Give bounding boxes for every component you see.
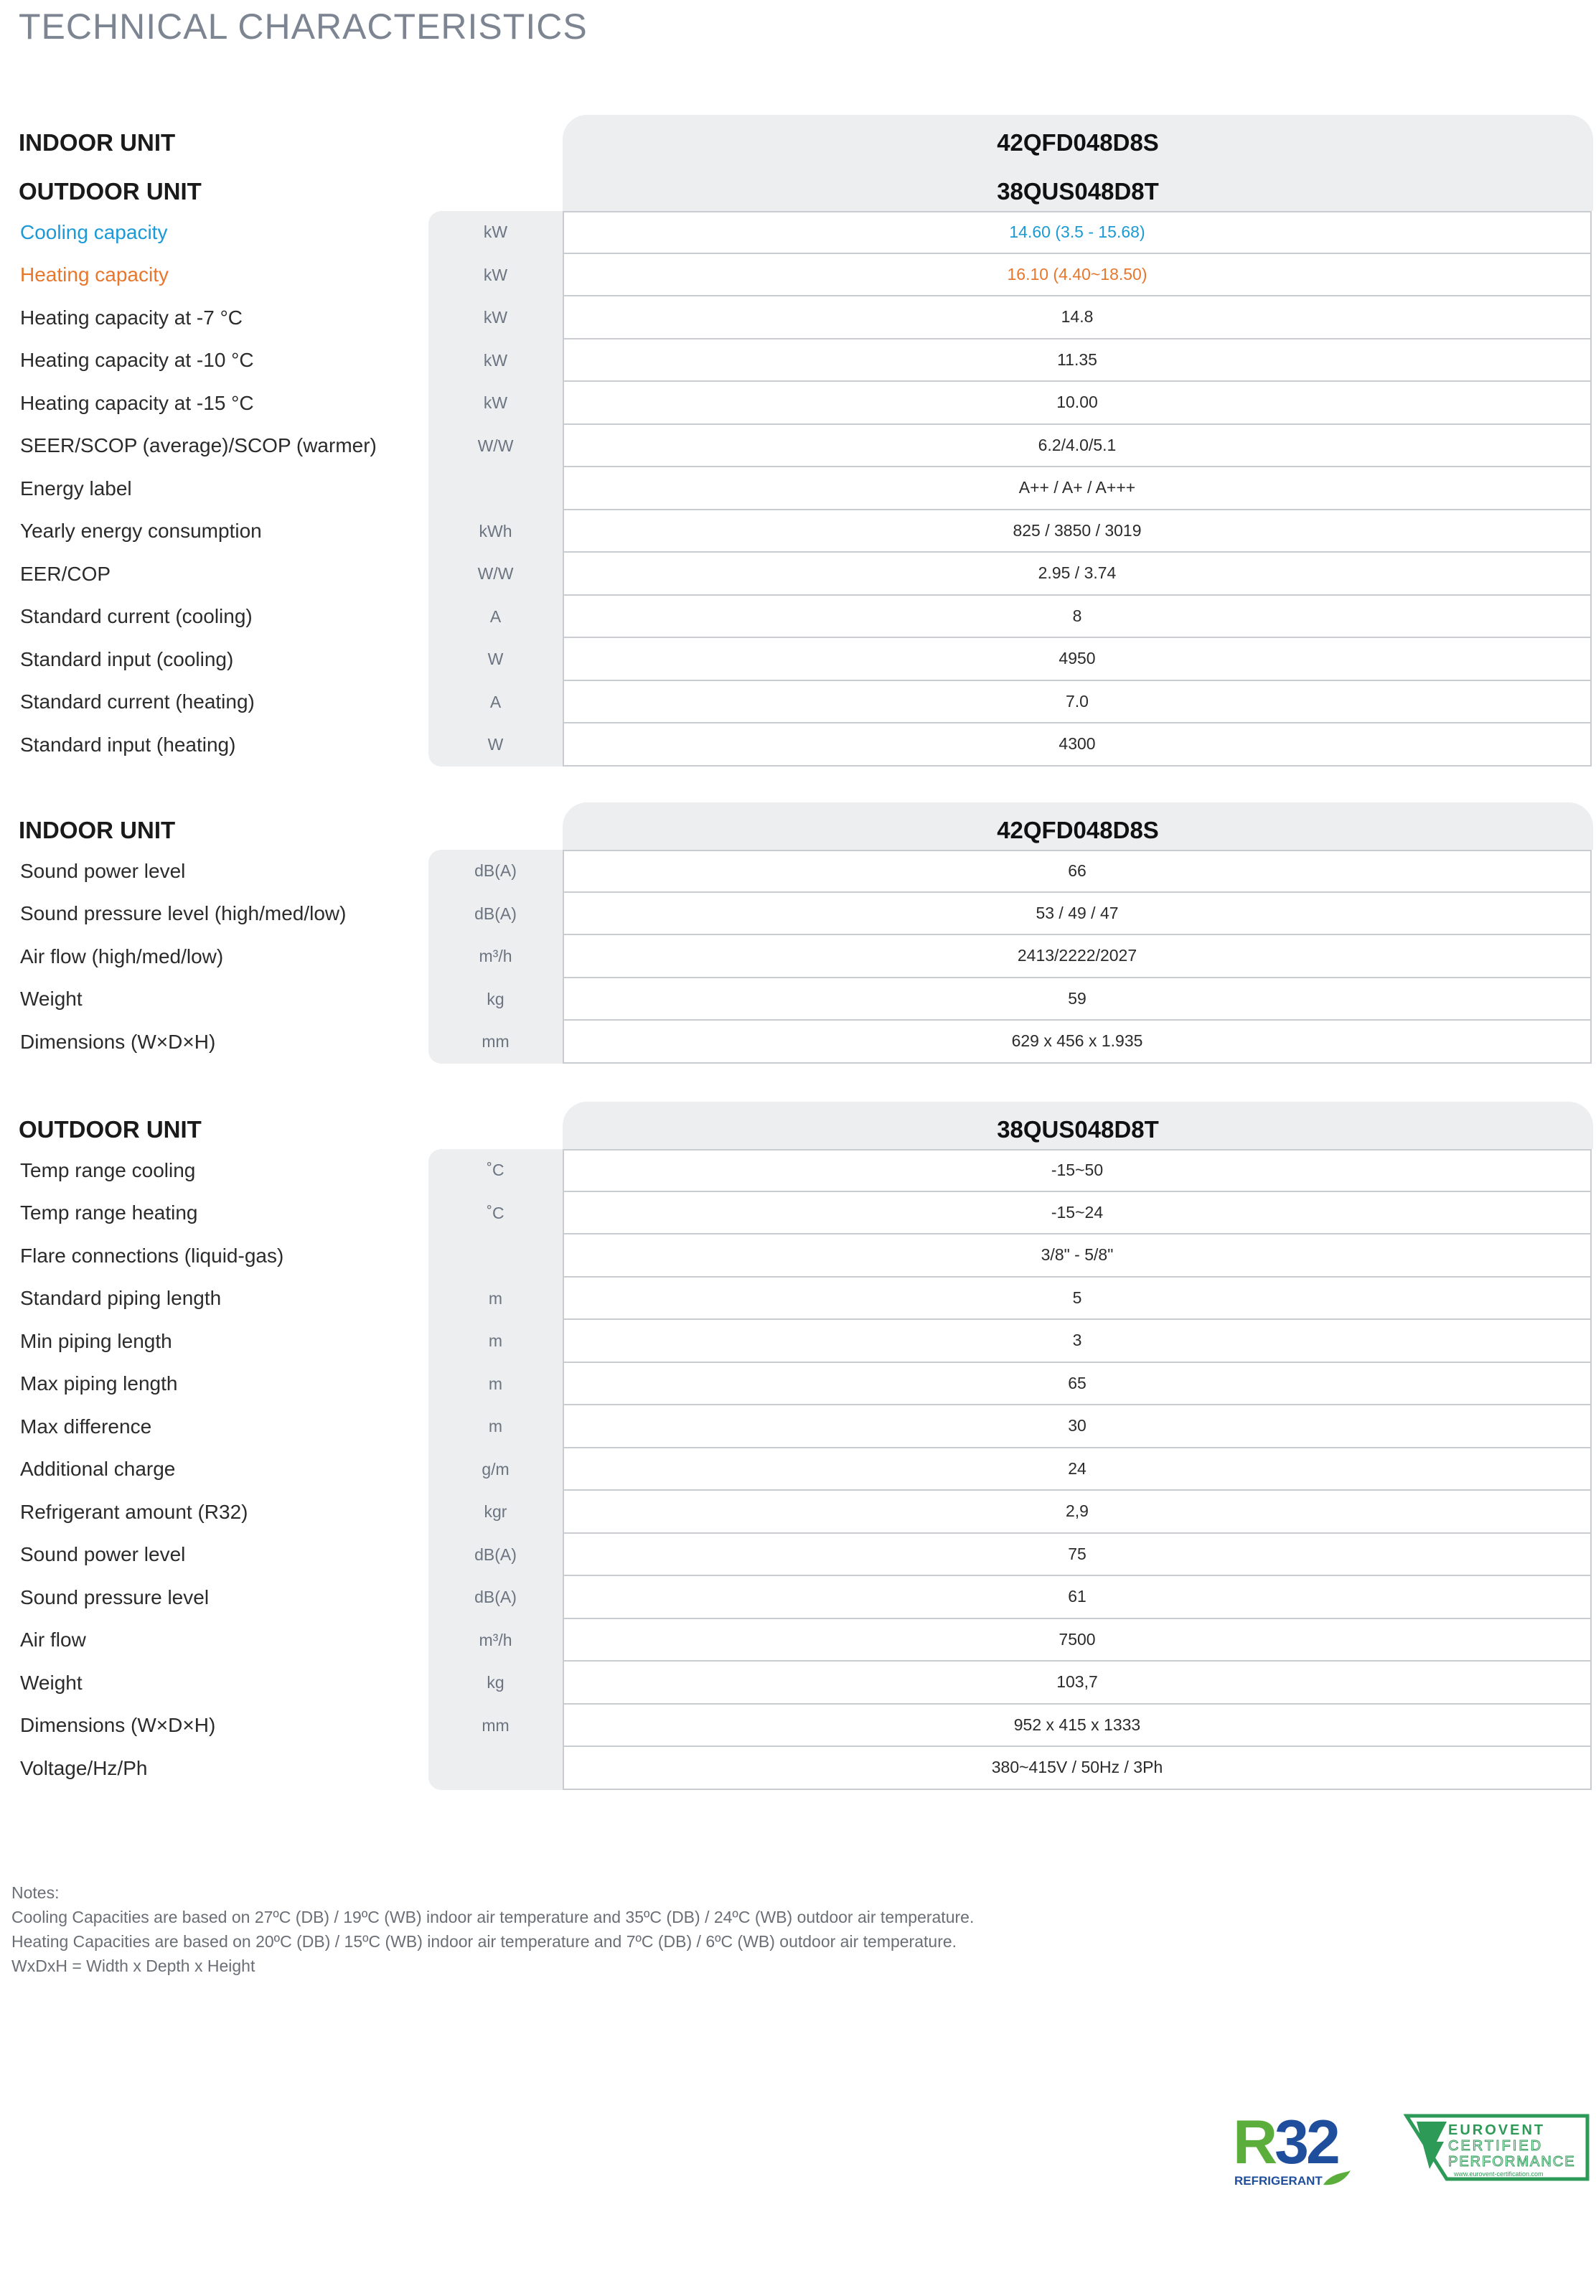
- table-row: [0, 296, 1596, 339]
- row-value: 14.60 (3.5 - 15.68): [563, 211, 1592, 254]
- row-value: 2,9: [563, 1491, 1592, 1534]
- row-value: 59: [563, 978, 1592, 1021]
- outdoor-unit-header: [0, 162, 1596, 211]
- row-value: 3/8" - 5/8": [563, 1234, 1592, 1278]
- row-unit: m: [428, 1320, 563, 1363]
- row-label: Cooling capacity: [20, 220, 168, 243]
- row-label: Standard input (cooling): [20, 647, 234, 670]
- table-row: [0, 893, 1596, 936]
- outdoor-unit-label-2: OUTDOOR UNIT: [19, 1116, 202, 1143]
- table-row: [0, 681, 1596, 724]
- table-row: [0, 1576, 1596, 1619]
- table-row: [0, 254, 1596, 297]
- row-value: 30: [563, 1405, 1592, 1448]
- row-value: 2413/2222/2027: [563, 935, 1592, 978]
- row-label: Voltage/Hz/Ph: [20, 1756, 148, 1779]
- row-unit: dB(A): [428, 893, 563, 936]
- table-row: [0, 1405, 1596, 1448]
- table-row: [0, 339, 1596, 383]
- row-value: 66: [563, 850, 1592, 893]
- row-value: 6.2/4.0/5.1: [563, 425, 1592, 468]
- row-value: 629 x 456 x 1.935: [563, 1021, 1592, 1064]
- row-unit: A: [428, 596, 563, 639]
- row-label: EER/COP: [20, 562, 111, 585]
- svg-text:CERTIFIED: CERTIFIED: [1448, 2138, 1544, 2154]
- row-label: Dimensions (W×D×H): [20, 1030, 216, 1053]
- row-value: 952 x 415 x 1333: [563, 1705, 1592, 1748]
- row-value: 103,7: [563, 1662, 1592, 1705]
- row-unit: kWh: [428, 510, 563, 553]
- row-value: 61: [563, 1576, 1592, 1619]
- row-value: 16.10 (4.40~18.50): [563, 254, 1592, 297]
- row-unit: kW: [428, 339, 563, 383]
- indoor-unit-label-2: INDOOR UNIT: [19, 817, 176, 843]
- row-label: Temp range cooling: [20, 1158, 196, 1181]
- row-value: 75: [563, 1534, 1592, 1577]
- row-unit: kg: [428, 1662, 563, 1705]
- row-value: 5: [563, 1278, 1592, 1321]
- table-row: [0, 935, 1596, 978]
- notes-line: Heating Capacities are based on 20ºC (DB) / 15ºC (WB) indoor air temperature and 7ºC (DB) / 6ºC (WB) outdoor air temperature.: [11, 1932, 957, 1951]
- row-label: Additional charge: [20, 1458, 176, 1481]
- table-row: [0, 211, 1596, 254]
- row-unit: mm: [428, 1705, 563, 1748]
- outdoor-unit-section: [0, 1102, 1596, 1790]
- row-label: Refrigerant amount (R32): [20, 1500, 248, 1523]
- indoor-model-cell: 42QFD048D8S: [563, 115, 1593, 162]
- row-unit: W/W: [428, 425, 563, 468]
- table-row: [0, 978, 1596, 1021]
- row-unit: dB(A): [428, 1534, 563, 1577]
- row-unit: [428, 467, 563, 510]
- row-unit: ˚C: [428, 1192, 563, 1235]
- row-value: 380~415V / 50Hz / 3Ph: [563, 1747, 1592, 1790]
- table-row: [0, 1234, 1596, 1278]
- row-value: 825 / 3850 / 3019: [563, 510, 1592, 553]
- row-label: Heating capacity: [20, 263, 169, 286]
- row-unit: kW: [428, 254, 563, 297]
- row-label: Sound pressure level: [20, 1585, 210, 1608]
- row-value: 3: [563, 1320, 1592, 1363]
- table-row: [0, 596, 1596, 639]
- row-label: Standard input (heating): [20, 733, 236, 756]
- table-row: [0, 1320, 1596, 1363]
- row-label: Heating capacity at -10 °C: [20, 349, 254, 372]
- indoor-unit-header: [0, 115, 1596, 162]
- row-value: 10.00: [563, 382, 1592, 425]
- row-value: 8: [563, 596, 1592, 639]
- row-value: A++ / A+ / A+++: [563, 467, 1592, 510]
- row-unit: m: [428, 1363, 563, 1406]
- row-label: Dimensions (W×D×H): [20, 1714, 216, 1737]
- svg-text:REFRIGERANT: REFRIGERANT: [1234, 2174, 1323, 2188]
- performance-section: [0, 115, 1596, 767]
- row-unit: dB(A): [428, 850, 563, 893]
- indoor-unit-rows: [0, 850, 1596, 1064]
- row-label: Heating capacity at -15 °C: [20, 391, 254, 414]
- notes-heading: Notes:: [11, 1883, 60, 1902]
- table-row: [0, 510, 1596, 553]
- table-row: [0, 1619, 1596, 1662]
- notes-line: Cooling Capacities are based on 27ºC (DB) / 19ºC (WB) indoor air temperature and 35ºC (DB) / 24ºC (WB) outdoor air temperature.: [11, 1908, 975, 1926]
- table-row: [0, 1149, 1596, 1192]
- row-unit: A: [428, 681, 563, 724]
- row-unit: W: [428, 723, 563, 767]
- row-unit: [428, 1234, 563, 1278]
- table-row: [0, 1491, 1596, 1534]
- row-value: 4300: [563, 723, 1592, 767]
- table-row: [0, 1747, 1596, 1790]
- eurovent-certified-logo: [1404, 2113, 1590, 2185]
- table-row: [0, 467, 1596, 510]
- row-value: 14.8: [563, 296, 1592, 339]
- row-value: 7.0: [563, 681, 1592, 724]
- row-unit: W: [428, 638, 563, 681]
- performance-rows: [0, 211, 1596, 767]
- table-row: [0, 1662, 1596, 1705]
- table-row: [0, 425, 1596, 468]
- svg-text:www.eurovent-certification.com: www.eurovent-certification.com: [1454, 2170, 1544, 2178]
- table-row: [0, 850, 1596, 893]
- row-label: Sound power level: [20, 859, 186, 882]
- row-label: Weight: [20, 988, 83, 1011]
- table-row: [0, 382, 1596, 425]
- table-row: [0, 1278, 1596, 1321]
- row-label: Temp range heating: [20, 1201, 198, 1224]
- row-label: Weight: [20, 1671, 83, 1694]
- row-unit: ˚C: [428, 1149, 563, 1192]
- row-value: -15~24: [563, 1192, 1592, 1235]
- table-row: [0, 1021, 1596, 1064]
- row-label: SEER/SCOP (average)/SCOP (warmer): [20, 434, 377, 457]
- row-unit: g/m: [428, 1448, 563, 1491]
- row-unit: m: [428, 1278, 563, 1321]
- indoor-unit-header-2: [0, 802, 1596, 850]
- row-unit: m³/h: [428, 1619, 563, 1662]
- outdoor-unit-rows: [0, 1149, 1596, 1790]
- row-label: Standard piping length: [20, 1287, 222, 1310]
- row-label: Sound pressure level (high/med/low): [20, 902, 347, 925]
- outdoor-unit-label: OUTDOOR UNIT: [19, 178, 202, 205]
- row-value: 24: [563, 1448, 1592, 1491]
- outdoor-unit-header-2: [0, 1102, 1596, 1149]
- row-label: Standard current (heating): [20, 690, 255, 713]
- row-label: Air flow: [20, 1629, 86, 1651]
- row-unit: kg: [428, 978, 563, 1021]
- indoor-unit-label: INDOOR UNIT: [19, 129, 176, 156]
- row-unit: dB(A): [428, 1576, 563, 1619]
- table-row: [0, 1705, 1596, 1748]
- notes-line: WxDxH = Width x Depth x Height: [11, 1957, 255, 1975]
- row-value: 65: [563, 1363, 1592, 1406]
- outdoor-model-cell-2: 38QUS048D8T: [563, 1102, 1593, 1149]
- table-row: [0, 1534, 1596, 1577]
- row-unit: m³/h: [428, 935, 563, 978]
- table-row: [0, 1363, 1596, 1406]
- row-label: Sound power level: [20, 1543, 186, 1566]
- row-unit: kW: [428, 296, 563, 339]
- svg-text:EUROVENT: EUROVENT: [1448, 2122, 1546, 2138]
- row-unit: W/W: [428, 553, 563, 596]
- row-value: 11.35: [563, 339, 1592, 383]
- row-value: 2.95 / 3.74: [563, 553, 1592, 596]
- checkmark-icon: [1417, 2122, 1447, 2169]
- indoor-model-cell-2: 42QFD048D8S: [563, 802, 1593, 850]
- row-unit: [428, 1747, 563, 1790]
- row-label: Max difference: [20, 1415, 152, 1438]
- row-label: Heating capacity at -7 °C: [20, 306, 243, 329]
- row-label: Min piping length: [20, 1329, 172, 1352]
- row-unit: kW: [428, 211, 563, 254]
- row-label: Max piping length: [20, 1372, 178, 1395]
- table-row: [0, 1192, 1596, 1235]
- row-label: Energy label: [20, 477, 132, 500]
- row-unit: mm: [428, 1021, 563, 1064]
- table-row: [0, 638, 1596, 681]
- page-title: TECHNICAL CHARACTERISTICS: [19, 6, 588, 47]
- row-value: 4950: [563, 638, 1592, 681]
- svg-text:PERFORMANCE: PERFORMANCE: [1448, 2154, 1576, 2170]
- table-row: [0, 723, 1596, 767]
- row-label: Yearly energy consumption: [20, 520, 262, 543]
- notes: [11, 1880, 974, 1978]
- indoor-unit-section: [0, 802, 1596, 1064]
- row-value: -15~50: [563, 1149, 1592, 1192]
- row-label: Air flow (high/med/low): [20, 945, 224, 967]
- row-value: 53 / 49 / 47: [563, 893, 1592, 936]
- table-row: [0, 1448, 1596, 1491]
- r32-refrigerant-logo: [1231, 2110, 1353, 2189]
- row-value: 7500: [563, 1619, 1592, 1662]
- outdoor-model-cell: 38QUS048D8T: [563, 162, 1593, 211]
- row-unit: m: [428, 1405, 563, 1448]
- row-unit: kgr: [428, 1491, 563, 1534]
- table-row: [0, 553, 1596, 596]
- row-label: Flare connections (liquid-gas): [20, 1244, 284, 1267]
- row-unit: kW: [428, 382, 563, 425]
- row-label: Standard current (cooling): [20, 605, 253, 628]
- svg-text:R32: R32: [1233, 2110, 1338, 2177]
